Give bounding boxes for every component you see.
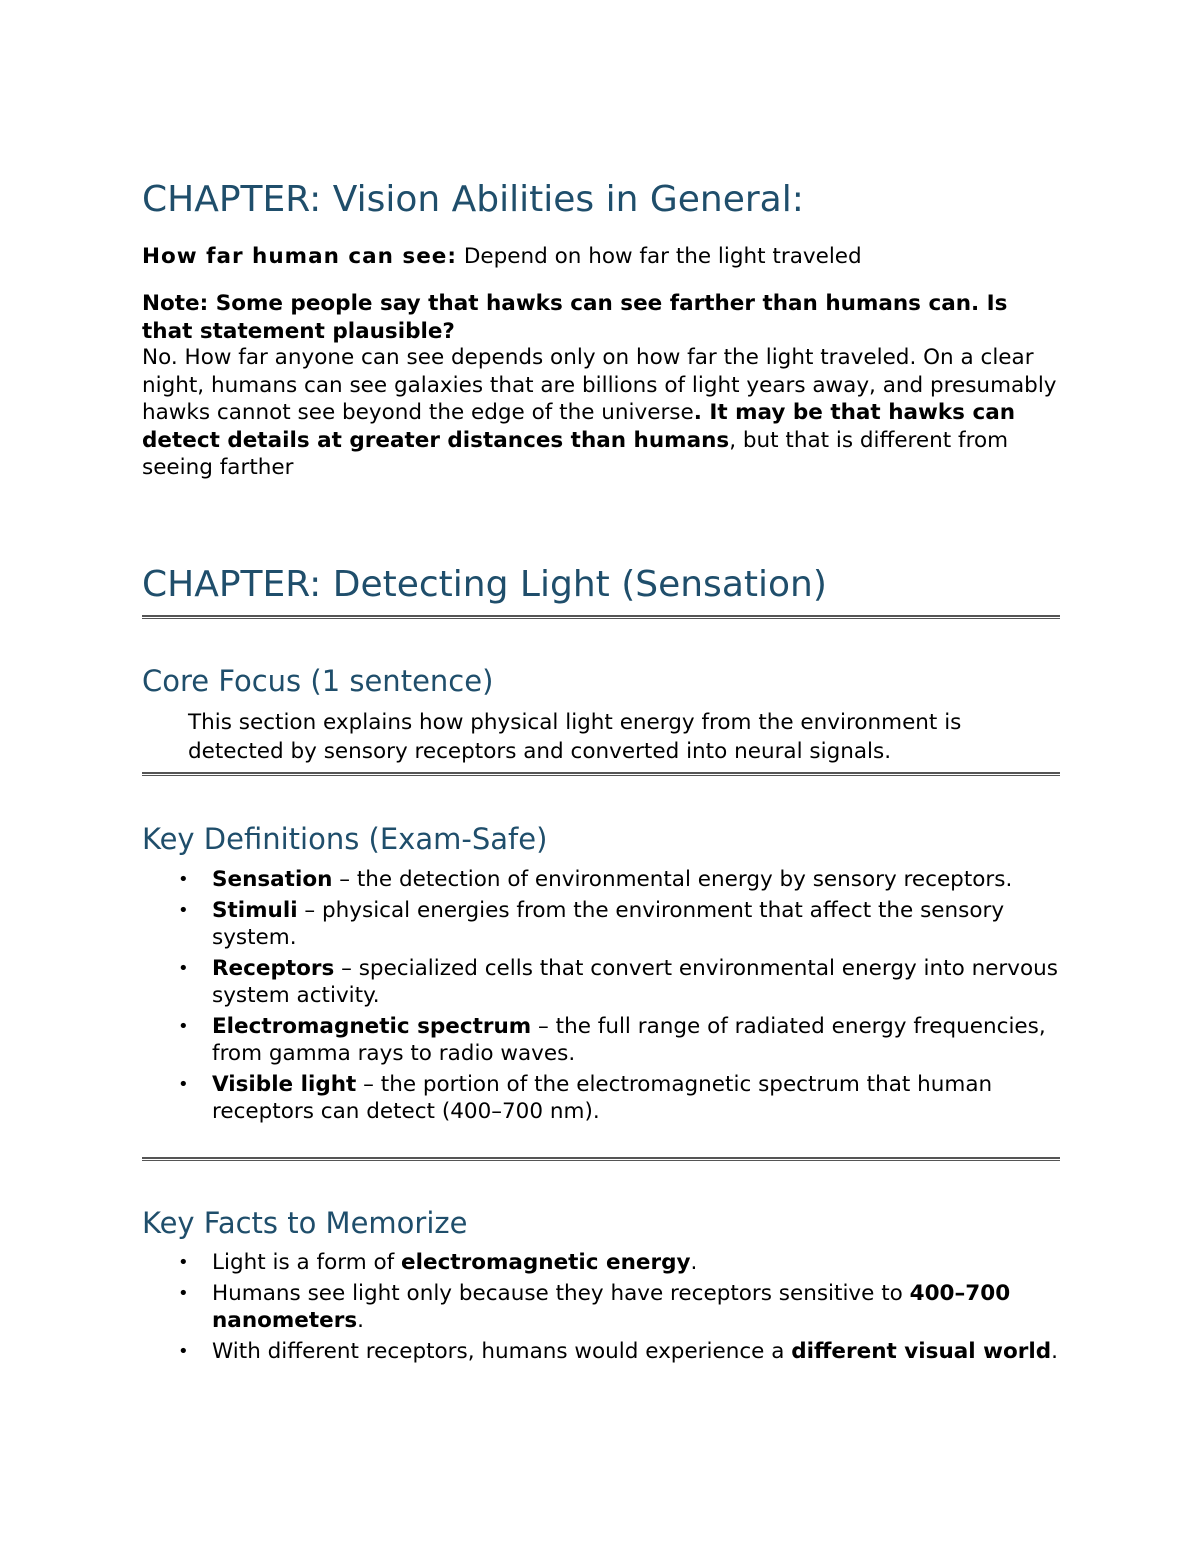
facts-list xyxy=(142,1249,1060,1368)
fact-end: . xyxy=(690,1250,698,1275)
chapter-vision-title: CHAPTER: Vision Abilities in General: xyxy=(142,179,804,220)
list-item xyxy=(142,1013,1060,1068)
list-item xyxy=(142,1249,1060,1277)
answer-part1: No. How far anyone can see depends only on how far the light traveled. On a clear night, humans can see galaxies that are billions of light years away, and presumably hawks cannot see beyond the edge of the universe xyxy=(142,345,1057,425)
note-question xyxy=(142,290,1060,345)
definition-term: Visible light xyxy=(212,1071,357,1097)
definition-term: Stimuli xyxy=(212,897,298,923)
divider xyxy=(142,772,1060,776)
definition-term: Sensation xyxy=(212,867,333,892)
key-facts-heading: Key Facts to Memorize xyxy=(142,1206,468,1240)
fact-text: Humans see light only because they have receptors sensitive to xyxy=(212,1280,910,1306)
fact-end: . xyxy=(357,1308,364,1333)
divider xyxy=(142,1157,1060,1161)
definition-text: – specialized cells that convert environmental energy into nervous system activity. xyxy=(212,955,1058,1008)
how-far-paragraph xyxy=(142,243,1060,271)
bullet-icon: • xyxy=(178,1282,189,1304)
definition-text: – the portion of the electromagnetic spectrum that human receptors can detect (400–700 nm). xyxy=(212,1071,993,1124)
definition-term: Electromagnetic spectrum xyxy=(212,1013,532,1039)
definition-term: Receptors xyxy=(212,955,335,981)
list-item xyxy=(142,897,1060,952)
bullet-icon: • xyxy=(178,957,189,979)
fact-bold: electromagnetic energy xyxy=(401,1250,691,1275)
chapter-detecting-light-title: CHAPTER: Detecting Light (Sensation) xyxy=(142,564,827,605)
core-focus-heading: Core Focus (1 sentence) xyxy=(142,664,494,698)
bullet-icon: • xyxy=(178,869,189,890)
list-item xyxy=(142,955,1060,1010)
definition-text: – physical energies from the environment that affect the sensory system. xyxy=(212,897,1005,950)
fact-text: Light is a form of xyxy=(212,1250,402,1275)
definition-text: – the full range of radiated energy frequencies, from gamma rays to radio waves. xyxy=(212,1013,1046,1066)
bullet-icon: • xyxy=(178,1015,189,1037)
answer-bold: . It may be that hawks can detect details at greater distances than humans xyxy=(142,400,1016,453)
fact-end: . xyxy=(1051,1338,1058,1364)
how-far-label: How far human can see: xyxy=(142,244,457,269)
fact-bold: 400–700 nanometers xyxy=(212,1280,1011,1333)
how-far-text: Depend on how far the light traveled xyxy=(456,244,862,269)
answer-part2: , but that is different from seeing farther xyxy=(142,427,1009,480)
fact-bold: different visual world xyxy=(791,1338,1052,1364)
list-item xyxy=(142,1071,1060,1126)
divider xyxy=(142,615,1060,619)
list-item xyxy=(142,1280,1060,1335)
bullet-icon: • xyxy=(178,1252,189,1273)
note-question-text: Note: Some people say that hawks can see farther than humans can. Is that statement plausible? xyxy=(142,291,1008,344)
list-item xyxy=(142,1338,1060,1366)
bullet-icon: • xyxy=(178,1340,189,1362)
core-focus-text: This section explains how physical light energy from the environment is detected by sensory receptors and converted into neural signals. xyxy=(188,710,962,764)
definition-text: – the detection of environmental energy by sensory receptors. xyxy=(332,867,1013,892)
note-answer xyxy=(142,344,1060,482)
list-item xyxy=(142,866,1060,894)
key-definitions-heading: Key Definitions (Exam-Safe) xyxy=(142,822,548,856)
definitions-list xyxy=(142,866,1060,1129)
bullet-icon: • xyxy=(178,1073,189,1095)
fact-text: With different receptors, humans would experience a xyxy=(212,1338,792,1364)
bullet-icon: • xyxy=(178,899,189,921)
